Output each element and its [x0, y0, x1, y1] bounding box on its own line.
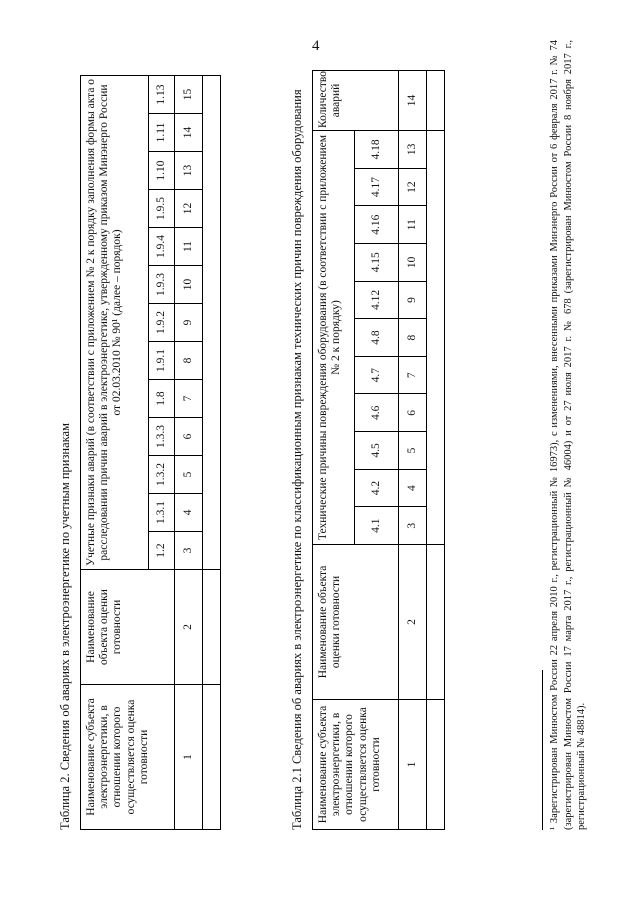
table21-subheader-cell: 4.7 [355, 356, 399, 394]
table2-col2-header: Наименование объекта оценки готовности [81, 570, 175, 685]
table2-number-cell: 7 [175, 380, 203, 418]
table2-number-cell: 5 [175, 456, 203, 494]
table21-number-cell: 4 [399, 469, 427, 507]
table2-number-cell: 10 [175, 266, 203, 304]
table21-number-cell: 14 [399, 71, 427, 131]
footnote: ¹ Зарегистрирован Минюстом России 22 апреля 2010 г., регистрационный № 16973), с изменениями, внесенными приказами Минэнерго России от 6 февраля 2017 г. № 74 (зарегистрирован Минюстом России 17 марта 2017 г., регистрационный № 46004) и от 27 июля 2017 г. № 678 (зарегистрирован Минюстом России 8 ноября 2017 г., регистрационный № 48814). [549, 40, 588, 830]
table21-caption: Таблица 2.1 Сведения об авариях в электроэнергетике по классификационным признакам технических причин повреждения оборудования [290, 89, 304, 830]
table21-group-header: Технические причины повреждения оборудования (в соответствии с приложением № 2 к порядку) [313, 131, 355, 545]
table2-number-row [175, 76, 203, 830]
table21-empty-row [427, 71, 445, 830]
table21-number-cell: 12 [399, 168, 427, 206]
table21-empty-cell [427, 700, 445, 830]
table21-empty-cell [427, 131, 445, 545]
table21-number-cell: 10 [399, 244, 427, 282]
table2-subheader-cell: 1.3.2 [149, 456, 175, 494]
table2-subheader-cell: 1.9.2 [149, 304, 175, 342]
table2-empty-row [203, 76, 221, 830]
table2-subheader-cell: 1.9.1 [149, 342, 175, 380]
table2-number-cell: 9 [175, 304, 203, 342]
table2-empty-cell [203, 685, 221, 830]
page-number: 4 [312, 38, 320, 54]
table2-number-cell: 3 [175, 532, 203, 570]
table2-number-cell: 14 [175, 114, 203, 152]
table2-number-cell: 6 [175, 418, 203, 456]
table21-empty-cell [427, 545, 445, 700]
table2-number-cell: 4 [175, 494, 203, 532]
table21-number-cell: 3 [399, 507, 427, 545]
table2-number-cell: 1 [175, 685, 203, 830]
table2-subheader-cell: 1.11 [149, 114, 175, 152]
table2-number-cell: 8 [175, 342, 203, 380]
footnote-separator [542, 670, 543, 830]
table21-subheader-cell: 4.6 [355, 394, 399, 432]
table21-empty-cell [427, 71, 445, 131]
table2-subheader-cell: 1.2 [149, 532, 175, 570]
table21-subheader-cell: 4.18 [355, 131, 399, 169]
table21-subheader-cell: 4.12 [355, 281, 399, 319]
table21-number-cell: 9 [399, 281, 427, 319]
table21-number-cell: 5 [399, 432, 427, 470]
table21-number-cell: 8 [399, 319, 427, 357]
table21-number-cell: 13 [399, 131, 427, 169]
table21-subheader-cell: 4.17 [355, 168, 399, 206]
table2-subheader-cell: 1.9.4 [149, 228, 175, 266]
table2-subheader-cell: 1.8 [149, 380, 175, 418]
table2-empty-cell [203, 76, 221, 570]
table2-subheader-cell: 1.13 [149, 76, 175, 114]
table21-number-cell: 6 [399, 394, 427, 432]
table21-number-cell: 1 [399, 700, 427, 830]
table2-number-cell: 2 [175, 570, 203, 685]
table2 [80, 75, 221, 830]
table21-subheader-cell: 4.8 [355, 319, 399, 357]
table21-subheader-cell: 4.5 [355, 432, 399, 470]
table2-number-cell: 12 [175, 190, 203, 228]
table21-subheader-cell: 4.1 [355, 507, 399, 545]
table2-number-cell: 15 [175, 76, 203, 114]
table21-number-cell: 11 [399, 206, 427, 244]
table2-col1-header: Наименование субъекта электроэнергетики, в отношении которого осуществляется оценка готовности [81, 685, 175, 830]
table2-subheader-cell: 1.3.3 [149, 418, 175, 456]
table21-col1-header: Наименование субъекта электроэнергетики, в отношении которого осуществляется оценка готовности [313, 700, 399, 830]
table21-subheader-cell: 4.2 [355, 469, 399, 507]
table21-subheader-cell: 4.16 [355, 206, 399, 244]
table21-subheader-cell: 4.15 [355, 244, 399, 282]
table2-number-cell: 13 [175, 152, 203, 190]
table2-subheader-cell: 1.9.3 [149, 266, 175, 304]
table2-group-header: Учетные признаки аварий (в соответствии с приложением № 2 к порядку заполнения формы акта о расследовании причин аварий в электроэнергетике, утвержденному приказом Минэнерго России от 02.03.2010 № 90¹ (далее – порядок) [81, 76, 149, 570]
table2-number-cell: 11 [175, 228, 203, 266]
table2-subheader-cell: 1.10 [149, 152, 175, 190]
table21-last-header: Количество аварий [313, 71, 399, 131]
table21-number-row [399, 71, 427, 830]
table2-subheader-cell: 1.3.1 [149, 494, 175, 532]
table21-number-cell: 2 [399, 545, 427, 700]
table21-number-cell: 7 [399, 356, 427, 394]
table21 [312, 70, 445, 830]
table2-subheader-cell: 1.9.5 [149, 190, 175, 228]
table2-caption: Таблица 2. Сведения об авариях в электроэнергетике по учетным признакам [58, 422, 72, 830]
table21-col2-header: Наименование объекта оценки готовности [313, 545, 399, 700]
table2-empty-cell [203, 570, 221, 685]
